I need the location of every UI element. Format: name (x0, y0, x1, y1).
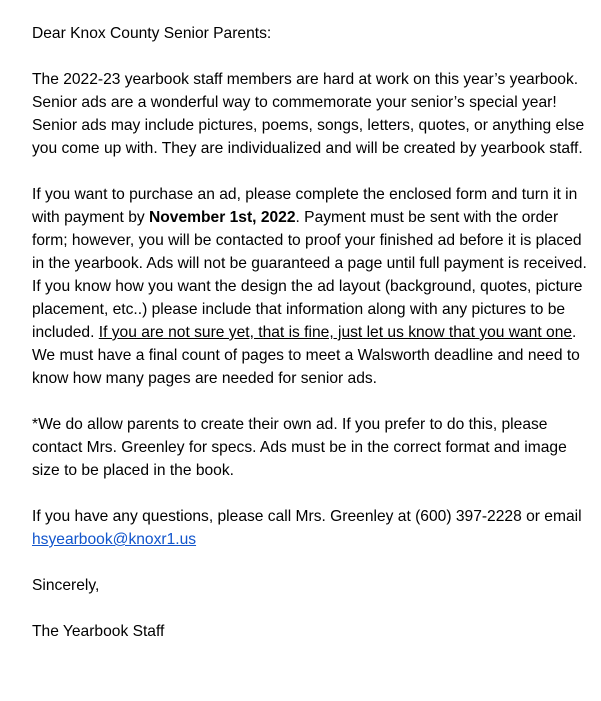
purchase-underlined-note: If you are not sure yet, that is fine, just let us know that you want one (98, 324, 573, 341)
deadline-date: November 1st, 2022 (149, 209, 296, 226)
paragraph-own-ad: *We do allow parents to create their own ad. If you prefer to do this, please contact Mrs. Greenley for specs. Ads must be in the correct format and image size to be placed in the book. (32, 416, 567, 479)
email-link[interactable]: hsyearbook@knoxr1.us (32, 531, 197, 548)
purchase-text-part3: . We must have a final count of pages to meet a Walsworth deadline and need to know how many pages are needed for senior ads. (32, 324, 580, 387)
paragraph-purchase (32, 183, 587, 390)
salutation: Dear Knox County Senior Parents: (32, 25, 272, 42)
contact-text: If you have any questions, please call Mrs. Greenley at (600) 397-2228 or email (32, 508, 582, 525)
letter-body (32, 22, 587, 643)
signature: The Yearbook Staff (32, 623, 165, 640)
closing: Sincerely, (32, 577, 100, 594)
purchase-text-part1: If you want to purchase an ad, please complete the enclosed form and turn it in with payment by (32, 186, 578, 226)
purchase-text-part2: . Payment must be sent with the order form; however, you will be contacted to proof your finished ad before it is placed in the yearbook. Ads will not be guaranteed a page until full payment is received. If you know how you want the design the ad layout (background, quotes, picture placement, etc..) please include that information along with any pictures to be included. (32, 209, 587, 341)
paragraph-intro: The 2022-23 yearbook staff members are hard at work on this year’s yearbook. Senior ads are a wonderful way to commemorate your senior’s special year! Senior ads may include pictures, poems, songs, letters, quotes, or anything else you come up with. They are individualized and will be created by yearbook staff. (32, 71, 585, 157)
paragraph-contact (32, 505, 587, 551)
